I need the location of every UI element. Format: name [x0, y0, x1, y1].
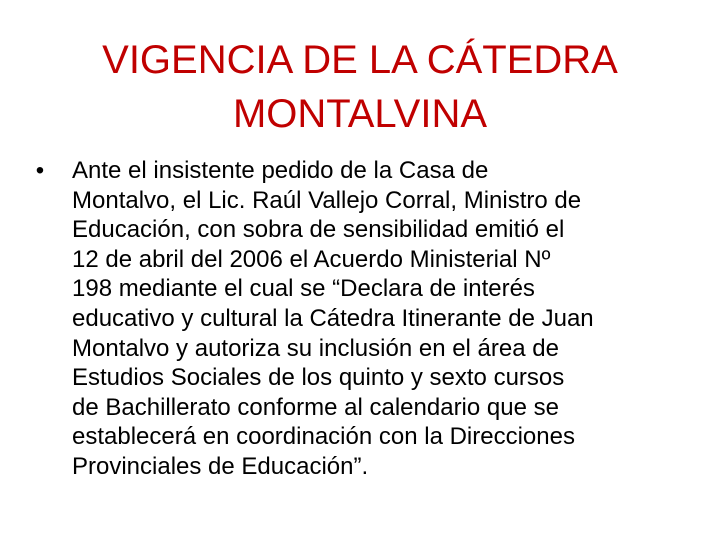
bullet-text-line: 12 de abril del 2006 el Acuerdo Ministerial Nº	[72, 245, 551, 273]
bullet-text-line: Montalvo, el Lic. Raúl Vallejo Corral, Ministro de	[72, 186, 582, 214]
bullet-text-line: Ante el insistente pedido de la Casa de	[72, 157, 489, 184]
bullet-text-line: Estudios Sociales de los quinto y sexto cursos	[72, 364, 565, 392]
bullet-icon: •	[35, 157, 45, 184]
bullet-text-line: Provinciales de Educación”.	[72, 452, 369, 480]
bullet-text-line: de Bachillerato conforme al calendario que se	[72, 393, 559, 421]
bullet-text-line: Educación, con sobra de sensibilidad emitió el	[72, 216, 565, 244]
bullet-text-line: educativo y cultural la Cátedra Itinerante de Juan	[72, 304, 594, 332]
slide-title-line-1: VIGENCIA DE LA CÁTEDRA	[102, 38, 618, 82]
slide-title-line-2: MONTALVINA	[232, 92, 488, 136]
bullet-text-line: establecerá en coordinación con la Direcciones	[72, 423, 575, 451]
bullet-text	[72, 156, 700, 482]
bullet-item	[30, 156, 700, 482]
slide-title	[36, 33, 684, 141]
slide-body	[30, 156, 700, 482]
bullet-text-line: Montalvo y autoriza su inclusión en el área de	[72, 334, 559, 362]
bullet-text-line: 198 mediante el cual se “Declara de interés	[72, 275, 535, 303]
